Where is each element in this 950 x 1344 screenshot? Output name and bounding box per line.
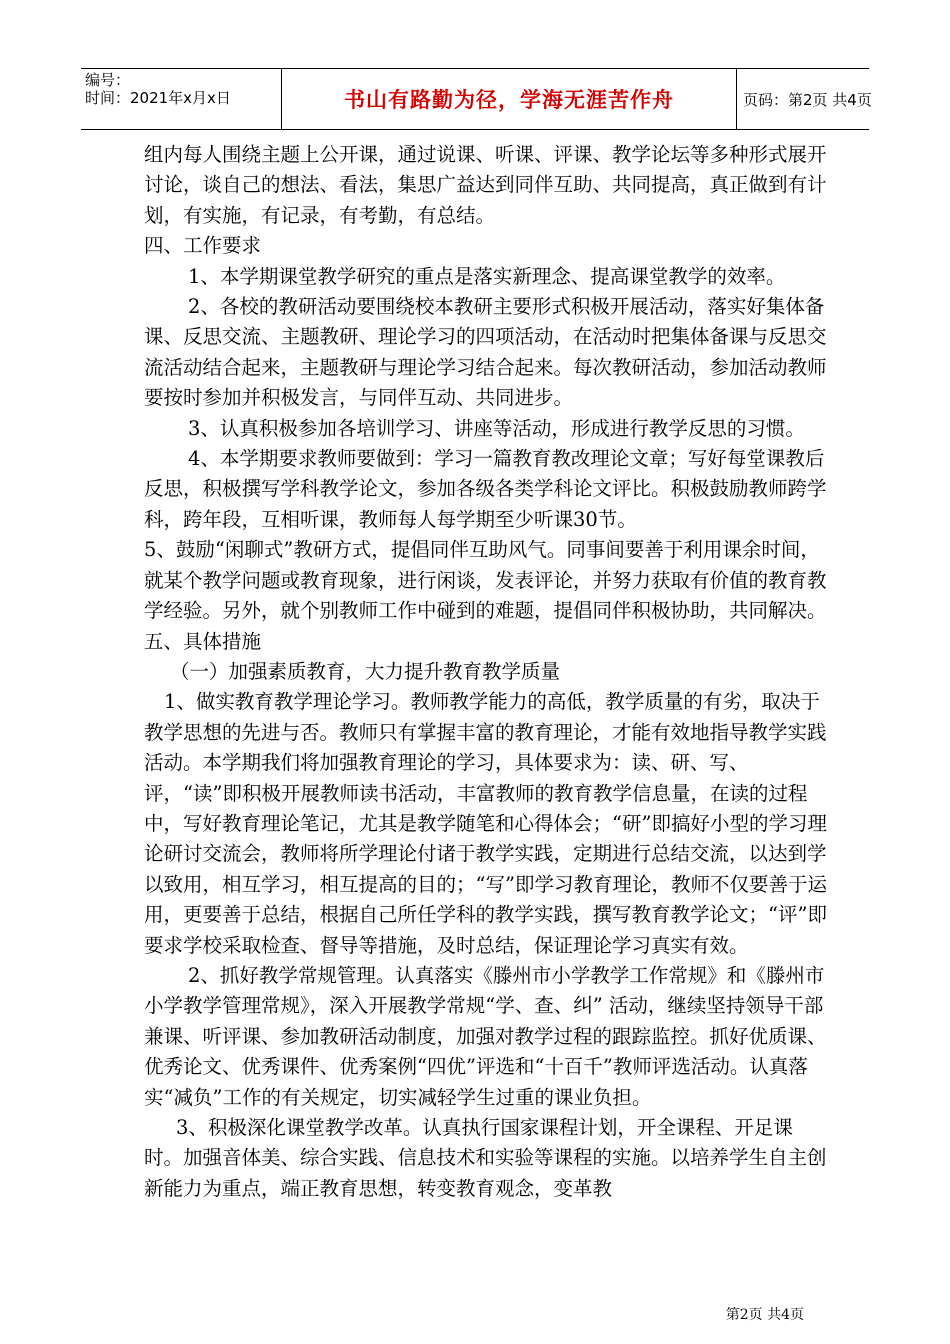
- page-footer: 第2页 共4页: [725, 1307, 804, 1323]
- header-motto: 书山有路勤为径，学海无涯苦作舟: [344, 88, 674, 112]
- document-number-label: 编号：: [85, 71, 131, 89]
- paragraph: 组内每人围绕主题上公开课，通过说课、听课、评课、教学论坛等多种形式展开讨论，谈自己的想法、看法，集思广益达到同伴互助、共同提高，真正做到有计划，有实施，有记录，有考勤，有总结。: [144, 143, 827, 227]
- subsection-heading: （一）加强素质教育，大力提升教育教学质量: [170, 659, 561, 683]
- paragraph: 3、积极深化课堂教学改革。认真执行国家课程计划，开全课程、开足课时。加强音体美、综合实践、信息技术和实验等课程的实施。以培养学生自主创新能力为重点，端正教育思想，转变教育观念，变革教: [144, 1116, 827, 1200]
- header-motto-cell: [281, 69, 737, 129]
- paragraph: 4、本学期要求教师要做到：学习一篇教育教改理论文章；写好每堂课教后反思，积极撰写学科教学论文，参加各级各类学科论文评比。积极鼓励教师跨学科，跨年段，互相听课，教师每人每学期至少听课30节。: [144, 447, 827, 531]
- header-meta: [81, 69, 281, 129]
- section-heading: 五、具体措施: [144, 629, 262, 653]
- paragraph: 3、认真积极参加各培训学习、讲座等活动，形成进行教学反思的习惯。: [188, 416, 805, 440]
- paragraph: 1、做实教育教学理论学习。教师教学能力的高低，教学质量的有劣，取决于教学思想的先进与否。教师只有掌握丰富的教育理论，才能有效地指导教学实践活动。本学期我们将加强教育理论的学习，具体要求为：读、研、写、评，“读”即积极开展教师读书活动，丰富教师的教育教学信息量，在读的过程中，写好教育理论笔记，尤其是教学随笔和心得体会；“研”即搞好小型的学习理论研讨交流会，教师将所学理论付诸于教学实践，定期进行总结交流，以达到学以致用，相互学习，相互提高的目的；“写”即学习教育理论，教师不仅要善于运用，更要善于总结，根据自己所任学科的教学实践，撰写教育教学论文；“评”即要求学校采取检查、督导等措施，及时总结，保证理论学习真实有效。: [144, 690, 827, 957]
- document-time-label: 时间：2021年x月x日: [85, 89, 231, 107]
- paragraph: 1、本学期课堂教学研究的重点是落实新理念、提高课堂教学的效率。: [188, 264, 786, 288]
- document-body: [144, 140, 830, 1204]
- paragraph: 2、抓好教学常规管理。认真落实《滕州市小学教学工作常规》和《滕州市小学教学管理常规》，深入开展教学常规“学、查、纠” 活动，继续坚持领导干部兼课、听评课、参加教研活动制度，加强对教学过程的跟踪监控。抓好优质课、优秀论文、优秀课件、优秀案例“四优”评选和“十百千”教师评选活动。认真落实“减负”工作的有关规定，切实减轻学生过重的课业负担。: [144, 963, 827, 1109]
- header-page-code: 页码：第2页 共4页: [743, 90, 872, 109]
- section-heading: 四、工作要求: [144, 234, 262, 258]
- page-header: [81, 68, 872, 130]
- paragraph: 5、鼓励“闲聊式”教研方式，提倡同伴互助风气。同事间要善于利用课余时间，就某个教学问题或教育现象，进行闲谈，发表评论，并努力获取有价值的教育教学经验。另外，就个别教师工作中碰到的难题，提倡同伴积极协助，共同解决。: [144, 538, 827, 623]
- paragraph: 2、各校的教研活动要围绕校本教研主要形式积极开展活动，落实好集体备课、反思交流、主题教研、理论学习的四项活动，在活动时把集体备课与反思交流活动结合起来，主题教研与理论学习结合起来。每次教研活动，参加活动教师要按时参加并积极发言，与同伴互动、共同进步。: [144, 295, 827, 410]
